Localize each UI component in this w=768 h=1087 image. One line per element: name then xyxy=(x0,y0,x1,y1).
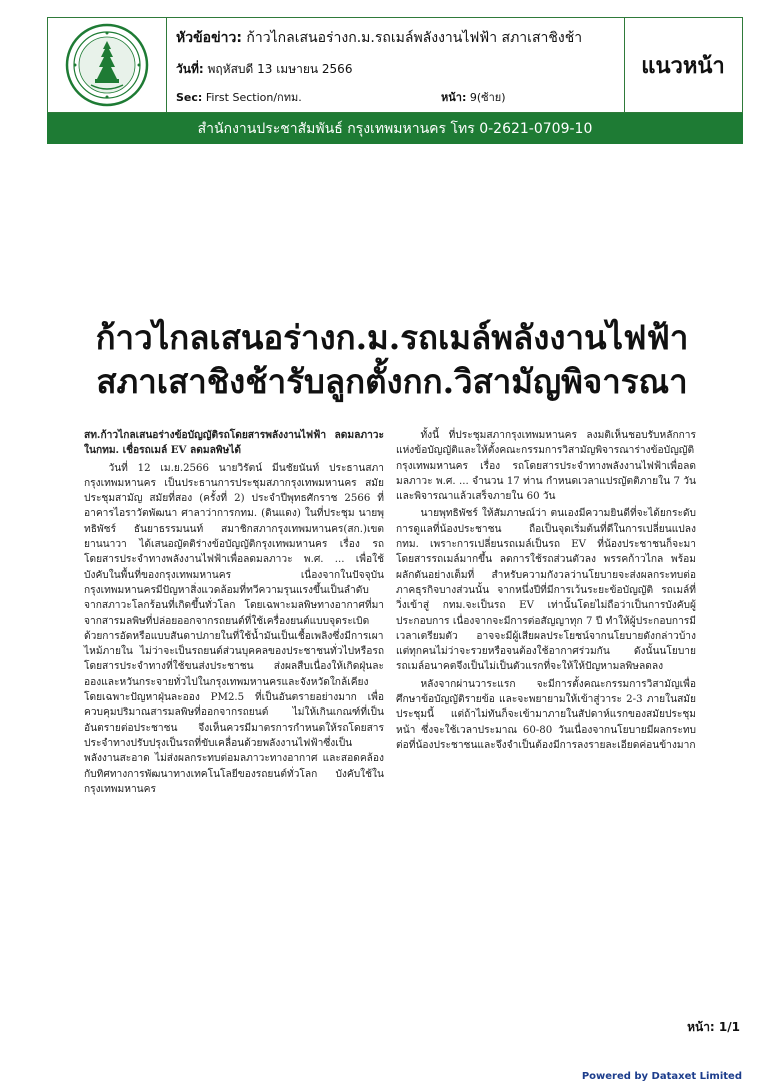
publication-name: แนวหน้า xyxy=(641,53,725,79)
news-section xyxy=(176,88,431,106)
article-paragraph-1: วันที่ 12 เม.ย.2566 นายวิรัตน์ มีนชัยนันท์ ประธานสภากรุงเทพมหานคร เป็นประธานการประชุมสภากรุงเทพมหานคร สมัยประชุมสามัญ สมัยที่สอง (ครั้งที่ 2) ประจำปีพุทธศักราช 2566 ที่อาคารไอราวัตพัฒนา ศาลาว่าการกทม. (ดินแดง) ในที่ประชุม นายพุทธิพัชร์ ธันยาธรรมนนท์ สมาชิกสภากรุงเทพมหานคร(สก.)เขตยานนาวา ได้เสนอญัตติร่างข้อบัญญัติกรุงเทพมหานคร เรื่อง รถโดยสารประจำทางพลังงานไฟฟ้าเพื่อลดมลภาวะ พ.ศ. ... เพื่อใช้บังคับในพื้นที่ของกรุงเทพมหานคร เนื่องจากในปัจจุบันกรุงเทพมหานครมีปัญหาสิ่งแวดล้อมที่ทวีความรุนแรงขึ้นเป็นลำดับ จากสภาวะโลกร้อนที่เกิดขึ้นทั่วโลก โดยเฉพาะมลพิษทางอากาศที่มาจากสารมลพิษที่ปล่อยออกจากรถยนต์ที่ใช้เครื่องยนต์แบบจุดระเบิดด้วยการอัดหรือแบบสันดาปภายในที่ใช้น้ำมันเป็นเชื้อเพลิงซึ่งมีการเผาไหม้ภายใน ไม่ว่าจะเป็นรถยนต์ส่วนบุคคลของประชาชนทั่วไปหรือรถโดยสารประจำทางที่ใช้ขนส่งประชาชน ส่งผลสืบเนื่องให้เกิดฝุ่นละอองและหวันกระจายทั่วไปในกรุงเทพมหานครและจังหวัดใกล้เคียง โดยเฉพาะปัญหาฝุ่นละออง PM2.5 ที่เป็นอันตรายอย่างมาก เพื่อควบคุมปริมาณสารมลพิษที่ออกจากรถยนต์ ไม่ให้เกินเกณฑ์ที่เป็นอันตรายต่อประชาชน จึงเห็นควรมีมาตรการกำหนดให้รถโดยสารประจำทางปรับปรุงเป็นรถที่ขับเคลื่อนด้วยพลังงานไฟฟ้าซึ่งเป็นพลังงานสะอาด ไม่ส่งผลกระทบต่อมลภาวะทางอากาศ และสอดคล้องกับทิศทางการพัฒนาทางเทคโนโลยีของรถยนต์ทั่วโลก บังคับใช้ในกรุงเทพมหานคร xyxy=(84,462,384,795)
page-indicator: หน้า: 1/1 xyxy=(687,1020,740,1034)
section-label: Sec: xyxy=(176,91,203,104)
article-column-left xyxy=(84,428,384,799)
date-value: พฤหัสบดี 13 เมษายน 2566 xyxy=(207,62,353,76)
meta-cell xyxy=(166,18,625,112)
bangkok-metropolitan-seal-icon xyxy=(65,23,149,107)
page-label: หน้า: xyxy=(441,91,467,104)
article-lead: สท.ก้าวไกลเสนอร่างข้อบัญญัติรถโดยสารพลังงานไฟฟ้า ลดมลภาวะในกทม. เชื่อรถเมล์ EV ลดมลพิษได้ xyxy=(84,429,384,457)
section-value: First Section/กทม. xyxy=(205,91,302,104)
news-date xyxy=(176,60,352,79)
article-paragraph-2: ทั้งนี้ ที่ประชุมสภากรุงเทพมหานคร ลงมติเห็นชอบรับหลักการแห่งข้อบัญญัติและให้ตั้งคณะกรรมการวิสามัญพิจารณาร่างข้อบัญญัติกรุงเทพมหานคร เรื่อง รถโดยสารประจำทางพลังงานไฟฟ้าเพื่อลดมลภาวะ พ.ศ. ... จำนวน 17 ท่าน กำหนดเวลาแปรญัตติภายใน 7 วัน และพิจารณาแล้วเสร็จภายใน 60 วัน xyxy=(396,430,696,503)
headline-line-1: ก้าวไกลเสนอร่างก.ม.รถเมล์พลังงานไฟฟ้า xyxy=(95,318,689,357)
article-paragraph-4: หลังจากผ่านวาระแรก จะมีการตั้งคณะกรรมการวิสามัญเพื่อศึกษาข้อบัญญัติรายข้อ และจะพยายามให้เข้าสู่วาระ 2-3 ภายในสมัยประชุมนี้ แต่ถ้าไม่ทันก็จะเข้ามาภายในสัปดาห์แรกของสมัยประชุมหน้า ซึ่งจะใช้เวลาประมาณ 60-80 วันเนื่องจากนโยบายมีผลกระทบต่อที่น้องประชาชนและจึงจำเป็นต้องมีการลงรายละเอียดค่อนข้างมาก xyxy=(396,678,696,751)
article-paragraph-3: นายพุทธิพัชร์ ให้สัมภาษณ์ว่า ตนเองมีความยินดีที่จะได้ยกระดับการดูแลที่น้องประชาชน ถือเป็นจุดเริ่มต้นที่ดีในการเปลี่ยนแปลง กทม. เพราะการเปลี่ยนรถเมล์เป็นรถ EV ที่น้องประชาชนก็จะมาโดยสารรถเมล์มากขึ้น ลดการใช้รถส่วนตัวลง พรรคก้าวไกล พร้อมผลักดันอย่างเต็มที่ สำหรับความกังวลว่านโยบายจะส่งผลกระทบต่อภาคธุรกิจบางส่วนนั้น จากหนึ่งปีที่มีการเว้นระยะข้อบัญญัติ รถเมล์ที่วิ่งเข้าสู่ กทม.จะเป็นรถ EV เท่านั้นโดยไม่ถือว่าเป็นการบังคับผู้ประกอบการ เนื่องจากจะมีการต่อสัญญาทุก 7 ปี ทำให้ผู้ประกอบการมีเวลาเตรียมตัว อาจจะมีผู้เสียผลประโยชน์จากนโยบายดังกล่าวบ้าง แต่ทุกคนไม่ว่าจะรวยหรือจนต้องใช้อากาศร่วมกัน ดังนั้นนโยบายรถเมล์อนาคตจึงเป็นไม่เป็นตัวแรกที่จะให้ให้ปัญหามลพิษลดลง xyxy=(396,508,696,673)
article-column-right xyxy=(396,428,696,755)
logo-cell xyxy=(48,18,167,112)
headline-line-2: สภาเสาชิงช้ารับลูกตั้งกก.วิสามัญพิจารณา xyxy=(96,362,688,401)
title-label: หัวข้อข่าว: xyxy=(176,30,242,46)
powered-by: Powered by Dataxet Limited xyxy=(581,1071,742,1082)
pr-office-banner: สำนักงานประชาสัมพันธ์ กรุงเทพมหานคร โทร 0-2621-0709-10 xyxy=(47,113,743,144)
date-label: วันที่: xyxy=(176,62,204,76)
news-page xyxy=(441,88,506,106)
title-value: ก้าวไกลเสนอร่างก.ม.รถเมล์พลังงานไฟฟ้า สภาเสาชิงช้า xyxy=(246,30,583,46)
clipping-header xyxy=(47,17,743,113)
news-title xyxy=(176,27,618,49)
page-value: 9(ซ้าย) xyxy=(469,91,506,104)
